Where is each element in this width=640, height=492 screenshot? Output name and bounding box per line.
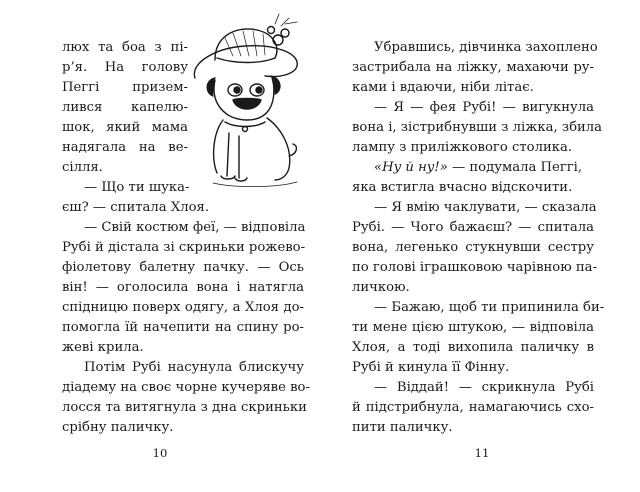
page-number: 10	[152, 446, 168, 460]
text-line: лосся та витягнула з дна скриньки	[62, 400, 307, 415]
text-line: Убравшись, дівчинка захоплено	[374, 40, 598, 55]
text-line: ками і вдаючи, ніби літає.	[352, 80, 534, 95]
text-line: яка встигла вчасно відскочити.	[352, 180, 573, 195]
text-line: по голові іграшковою чарівною па-	[352, 260, 598, 275]
right-page	[320, 0, 640, 492]
text-line: жеві крила.	[62, 340, 144, 355]
text-line: — Я — фея Рубі! — вигукнула	[374, 100, 594, 115]
text-line: Потім Рубі насунула блискучу	[84, 360, 304, 375]
text-line: — Бажаю, щоб ти припинила би-	[374, 300, 605, 315]
text-line: ти мене цією штукою, — відповіла	[352, 320, 594, 335]
text-line: личкою.	[352, 280, 410, 295]
text-line: Рубі й дістала зі скриньки рожево-	[62, 240, 306, 255]
text-line: й підстрибнула, намагаючись схо-	[352, 400, 594, 415]
text-line: застрибала на ліжку, махаючи ру-	[352, 60, 594, 75]
text-line: лампу з приліжкового столика.	[352, 140, 573, 155]
text-line: фіолетову балетну пачку. — Ось	[62, 260, 304, 275]
text-line: Хлоя, а тоді вихопила паличку в	[352, 340, 594, 355]
italic-phrase: «Ну й ну!»	[374, 160, 448, 175]
text-line: помогла їй начепити на спину ро-	[62, 320, 304, 335]
text-line: діадему на своє чорне кучеряве во-	[62, 380, 310, 395]
text-line: лився капелю-	[62, 100, 188, 115]
text-line: єш? — спитала Хлоя.	[62, 200, 210, 215]
pug-in-hat-illustration	[185, 8, 305, 193]
text-line: сілля.	[62, 160, 103, 175]
text-line: срібну паличку.	[62, 420, 174, 435]
text-line: вона, легенько стукнувши сестру	[352, 240, 594, 255]
text-line: — Свій костюм феї, — відповіла	[84, 220, 306, 235]
text-line: надягала на ве-	[62, 140, 188, 155]
text-line: — Я вмію чаклувати, — сказала	[374, 200, 597, 215]
text-line: він! — оголосила вона і натягла	[62, 280, 304, 295]
page-number: 11	[474, 446, 490, 460]
text-line: Пеггі призем-	[62, 80, 188, 95]
text-line: спідницю поверх одягу, а Хлоя до-	[62, 300, 304, 315]
text-line: люх та боа з пі-	[62, 40, 188, 55]
text-line: р’я. На голову	[62, 60, 188, 75]
text-line: Рубі. — Чого бажаєш? — спитала	[352, 220, 594, 235]
text-line-italic: «Ну й ну!» — подумала Пеггі,	[374, 160, 583, 175]
text-line: пити паличку.	[352, 420, 453, 435]
text-line: — Що ти шука-	[84, 180, 190, 195]
text-line: вона і, зістрибнувши з ліжка, збила	[352, 120, 603, 135]
text-line: — Віддай! — скрикнула Рубі	[374, 380, 594, 395]
text-line: шок, який мама	[62, 120, 188, 135]
text-line: Рубі й кинула її Фінну.	[352, 360, 510, 375]
